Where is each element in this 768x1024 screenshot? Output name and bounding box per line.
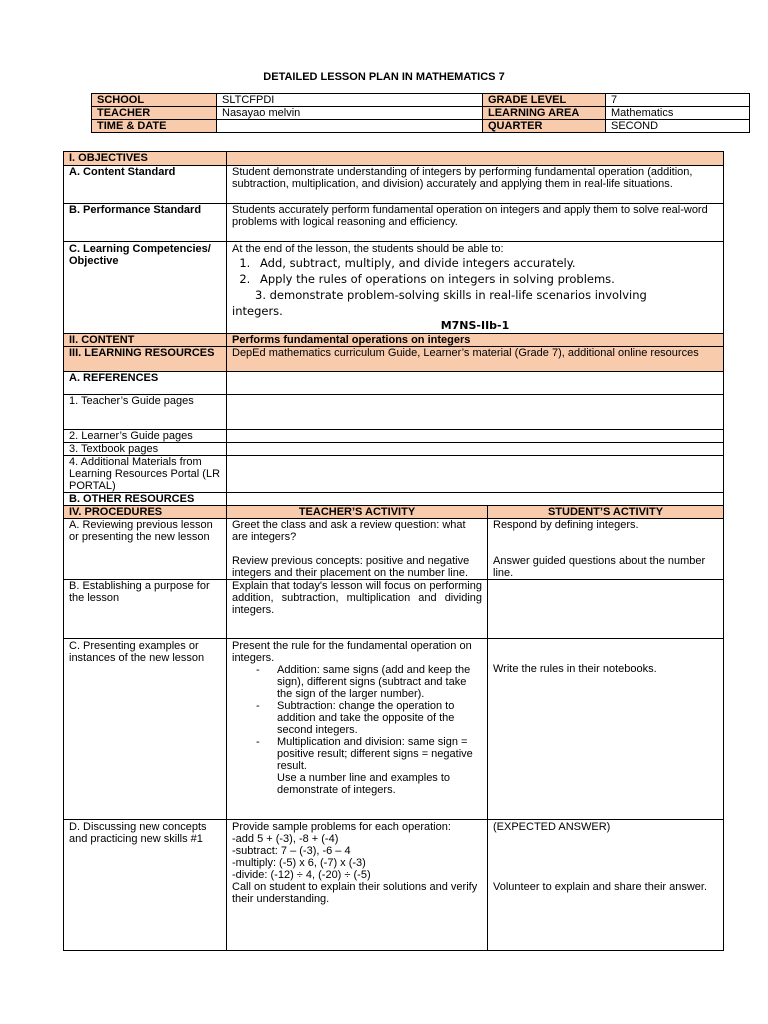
content-heading: II. CONTENT <box>64 334 227 347</box>
other-resources-label: B. OTHER RESOURCES <box>64 493 227 506</box>
learning-resources-value: DepEd mathematics curriculum Guide, Learner’s material (Grade 7), additional online resources <box>227 347 724 372</box>
procedure-d-line: -subtract: 7 – (-3), -6 – 4 <box>232 845 351 857</box>
performance-standard-label: B. Performance Standard <box>64 204 227 242</box>
competency-item: 2. Apply the rules of operations on integers in solving problems. <box>254 271 718 287</box>
learners-guide-value <box>227 430 724 443</box>
procedure-d-line: -add 5 + (-3), -8 + (-4) <box>232 833 339 845</box>
procedure-a-teacher-line: Review previous concepts: positive and negative integers and their placement on the number line. <box>232 555 470 579</box>
procedure-d-student-line: Volunteer to explain and share their answer. <box>493 881 708 893</box>
student-activity-header: STUDENT’S ACTIVITY <box>488 506 724 519</box>
competency-item: 3. demonstrate problem-solving skills in real-life scenarios involving <box>255 288 647 302</box>
competencies-list <box>232 255 718 287</box>
competency-item: 1. Add, subtract, multiply, and divide integers accurately. <box>254 255 718 271</box>
objectives-heading-fill <box>227 152 724 166</box>
operation-rule-item: - Subtraction: change the operation to addition and take the opposite of the second integers. <box>256 700 455 736</box>
additional-materials-label: 4. Additional Materials from Learning Resources Portal (LR PORTAL) <box>64 456 227 493</box>
teacher-activity-header: TEACHER’S ACTIVITY <box>227 506 488 519</box>
content-value: Performs fundamental operations on integers <box>227 334 724 347</box>
procedure-b-teacher: Explain that today's lesson will focus on performing addition, subtraction, multiplication and dividing integers. <box>227 580 488 639</box>
procedures-heading: IV. PROCEDURES <box>64 506 227 519</box>
content-standard-label: A. Content Standard <box>64 166 227 204</box>
competencies-label: C. Learning Competencies/ Objective <box>64 242 227 334</box>
quarter-value: SECOND <box>606 120 750 133</box>
procedure-c-intro: Present the rule for the fundamental operation on integers. <box>232 640 472 664</box>
competency-item-continued: integers. <box>232 304 283 318</box>
school-label: SCHOOL <box>92 94 217 107</box>
operation-rule-item: - Addition: same signs (add and keep the sign), different signs (subtract and take the sign of the larger number). <box>256 664 471 700</box>
procedure-c-teacher <box>227 639 488 820</box>
operation-rules-list <box>232 664 482 772</box>
quarter-label: QUARTER <box>483 120 606 133</box>
learning-area-value: Mathematics <box>606 107 750 120</box>
teachers-guide-value <box>227 395 724 430</box>
header-table <box>91 93 750 133</box>
learners-guide-label: 2. Learner’s Guide pages <box>64 430 227 443</box>
procedure-d-teacher <box>227 820 488 951</box>
grade-level-label: GRADE LEVEL <box>483 94 606 107</box>
references-value <box>227 372 724 395</box>
additional-materials-value <box>227 456 724 493</box>
procedure-d-line: Call on student to explain their solutions and verify their understanding. <box>232 881 478 905</box>
procedure-b-label: B. Establishing a purpose for the lesson <box>64 580 227 639</box>
procedure-b-student <box>488 580 724 639</box>
procedure-d-line: -divide: (-12) ÷ 4, (-20) ÷ (-5) <box>232 869 371 881</box>
textbook-value <box>227 443 724 456</box>
grade-level-value: 7 <box>606 94 750 107</box>
references-label: A. REFERENCES <box>64 372 227 395</box>
textbook-label: 3. Textbook pages <box>64 443 227 456</box>
document-title: DETAILED LESSON PLAN IN MATHEMATICS 7 <box>263 71 505 83</box>
procedure-c-extra: Use a number line and examples to demonstrate of integers. <box>277 772 451 796</box>
procedure-d-student-line: (EXPECTED ANSWER) <box>493 821 611 833</box>
competencies-cell <box>227 242 724 334</box>
other-resources-value <box>227 493 724 506</box>
learning-area-label: LEARNING AREA <box>483 107 606 120</box>
time-date-value <box>217 120 483 133</box>
content-standard-text: Student demonstrate understanding of integers by performing fundamental operation (addition, subtraction, multiplication, and division) accurately and applying them in real-life situations. <box>227 166 724 204</box>
procedure-a-student-line: Respond by defining integers. <box>493 519 639 531</box>
competency-code: M7NS-IIb-1 <box>440 319 510 332</box>
procedure-a-student <box>488 519 724 580</box>
time-date-label: TIME & DATE <box>92 120 217 133</box>
procedure-a-student-line: Answer guided questions about the number line. <box>493 555 706 579</box>
procedure-d-student <box>488 820 724 951</box>
procedure-a-teacher <box>227 519 488 580</box>
lesson-plan-table <box>63 151 724 951</box>
teacher-label: TEACHER <box>92 107 217 120</box>
learning-resources-heading: III. LEARNING RESOURCES <box>64 347 227 372</box>
procedure-a-label: A. Reviewing previous lesson or presenting the new lesson <box>64 519 227 580</box>
procedure-d-line: Provide sample problems for each operation: <box>232 821 451 833</box>
procedure-d-label: D. Discussing new concepts and practicing new skills #1 <box>64 820 227 951</box>
procedure-c-label: C. Presenting examples or instances of the new lesson <box>64 639 227 820</box>
teachers-guide-label: 1. Teacher’s Guide pages <box>64 395 227 430</box>
objectives-heading: I. OBJECTIVES <box>64 152 227 166</box>
procedure-d-line: -multiply: (-5) x 6, (-7) x (-3) <box>232 857 366 869</box>
performance-standard-text: Students accurately perform fundamental operation on integers and apply them to solve real-word problems with logical reasoning and efficiency. <box>227 204 724 242</box>
competencies-intro: At the end of the lesson, the students should be able to: <box>232 243 504 255</box>
school-value: SLTCFPDI <box>217 94 483 107</box>
procedure-c-student: Write the rules in their notebooks. <box>488 639 724 820</box>
procedure-a-teacher-line: Greet the class and ask a review question: what are integers? <box>232 519 466 543</box>
operation-rule-item: - Multiplication and division: same sign = positive result; different signs = negative result. <box>256 736 473 772</box>
teacher-value: Nasayao melvin <box>217 107 483 120</box>
